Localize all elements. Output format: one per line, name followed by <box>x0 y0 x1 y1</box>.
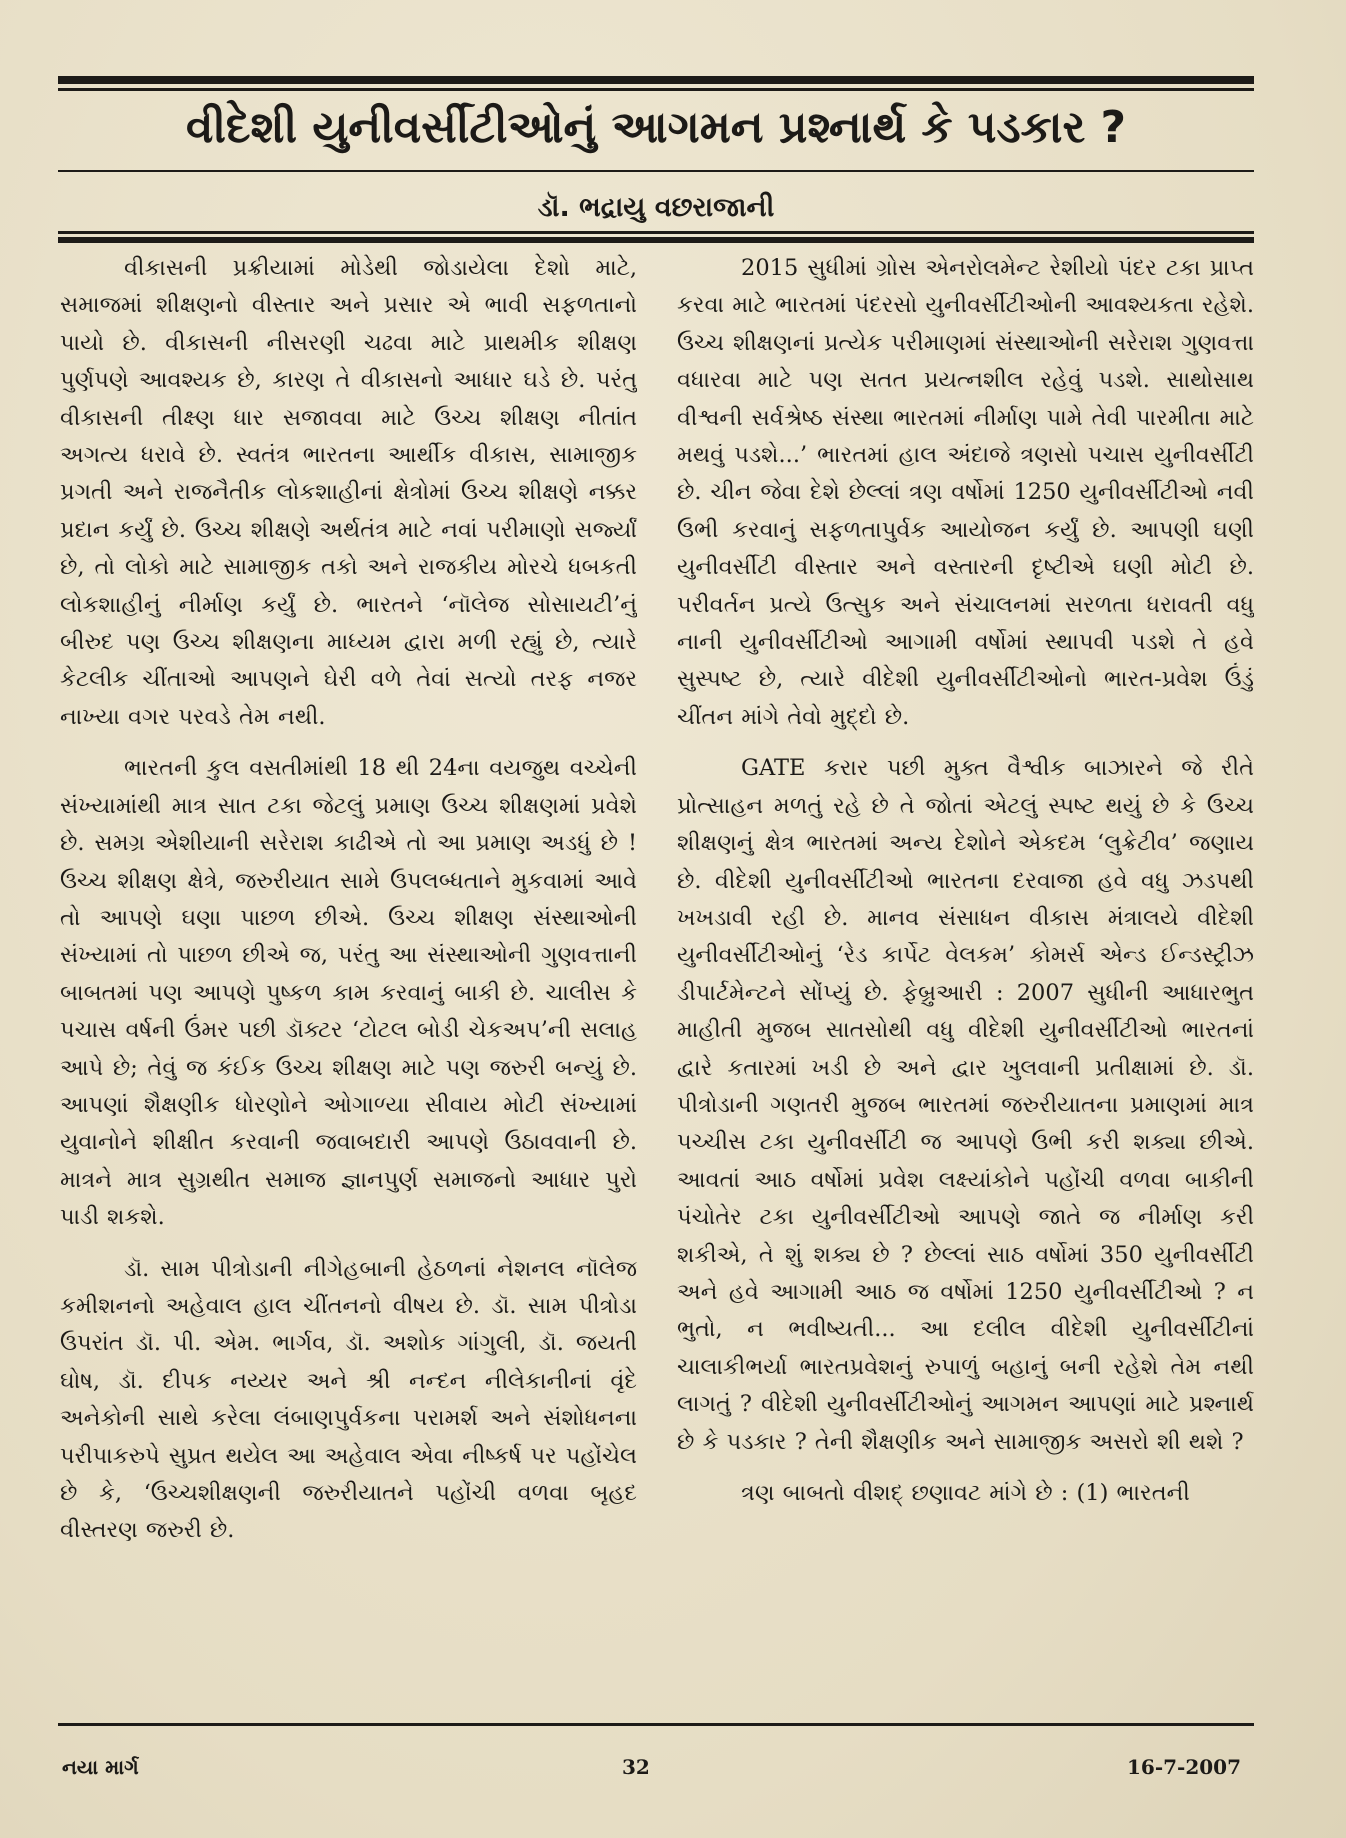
publication-name: નયા માર્ગ <box>62 1755 139 1779</box>
top-rule-thin <box>58 88 1254 91</box>
paragraph: GATE કરાર પછી મુક્ત વૈશ્વીક બાઝારને જે રીતે પ્રોત્સાહન મળતું રહે છે તે જોતાં એટલું સ્પષ્ટ થયું છે કે ઉચ્ચ શીક્ષણનું ક્ષેત્ર ભારતમાં અન્ય દેશોને એકદમ ‘લુક્રેટીવ’ જણાય છે. વીદેશી યુનીવર્સીટીઓ ભારતના દરવાજા હવે વધુ ઝડપથી ખખડાવી રહી છે. માનવ સંસાધન વીકાસ મંત્રાલયે વીદેશી યુનીવર્સીટીઓનું ‘રેડ કાર્પેટ વેલકમ’ કોમર્સ એન્ડ ઈન્ડસ્ટ્રીઝ ડીપાર્ટમેન્ટને સોંપ્યું છે. ફેબ્રુઆરી : 2007 સુધીની આધારભુત માહીતી મુજબ સાતસોથી વધુ વીદેશી યુનીવર્સીટીઓ ભારતનાં દ્વારે કતારમાં ખડી છે અને દ્વાર ખુલવાની પ્રતીક્ષામાં છે. ડૉ. પીત્રોડાની ગણતરી મુજબ ભારતમાં જરુરીયાતના પ્રમાણમાં માત્ર પચ્ચીસ ટકા યુનીવર્સીટી જ આપણે ઉભી કરી શક્યા છીએ. આવતાં આઠ વર્ષોમાં પ્રવેશ લક્ષ્યાંકોને પહોંચી વળવા બાકીની પંચોતેર ટકા યુનીવર્સીટીઓ આપણે જાતે જ નીર્માણ કરી શકીએ, તે શું શક્ય છે ? છેલ્લાં સાઠ વર્ષોમાં 350 યુનીવર્સીટી અને હવે આગામી આઠ જ વર્ષોમાં 1250 યુનીવર્સીટીઓ ? ન ભુતો, ન ભવીષ્યતી... આ દલીલ વીદેશી યુનીવર્સીટીનાં ચાલાકીભર્યા ભારતપ્રવેશનું રુપાળું બહાનું બની રહેશે તેમ નથી લાગતું ? વીદેશી યુનીવર્સીટીઓનું આગમન આપણાં માટે પ્રશ્નાર્થ છે કે પડકાર ? તેની શૈક્ષણીક અને સામાજીક અસરો શી થશે ? <box>677 755 1254 1455</box>
article-author: ડૉ. ભદ્રાયુ વછરાજાની <box>537 192 775 223</box>
title-rule <box>58 170 1254 172</box>
page-number: 32 <box>622 1755 650 1779</box>
author-rule-thick <box>58 237 1254 243</box>
paragraph: 2015 સુધીમાં ગ્રોસ એનરોલમેન્ટ રેશીયો પંદર ટકા પ્રાપ્ત કરવા માટે ભારતમાં પંદરસો યુનીવર્સીટીઓની આવશ્યકતા રહેશે. ઉચ્ચ શીક્ષણનાં પ્રત્યેક પરીમાણમાં સંસ્થાઓની સરેરાશ ગુણવત્તા વધારવા માટે પણ સતત પ્રયત્નશીલ રહેવું પડશે. સાથોસાથ વીશ્વની સર્વશ્રેષ્ઠ સંસ્થા ભારતમાં નીર્માણ પામે તેવી પારમીતા માટે મથવું પડશે...’ ભારતમાં હાલ અંદાજે ત્રણસો પચાસ યુનીવર્સીટી છે. ચીન જેવા દેશે છેલ્લાં ત્રણ વર્ષોમાં 1250 યુનીવર્સીટીઓ નવી ઉભી કરવાનું સફળતાપુર્વક આયોજન કર્યું છે. આપણી ઘણી યુનીવર્સીટી વીસ્તાર અને વસ્તારની દૃષ્ટીએ ઘણી મોટી છે. પરીવર્તન પ્રત્યે ઉત્સુક અને સંચાલનમાં સરળતા ધરાવતી વધુ નાની યુનીવર્સીટીઓ આગામી વર્ષોમાં સ્થાપવી પડશે તે હવે સુસ્પષ્ટ છે, ત્યારે વીદેશી યુનીવર્સીટીઓનો ભારત-પ્રવેશ ઉંડું ચીંતન માંગે તેવો મુદ્દો છે. <box>677 255 1254 730</box>
paragraph: ડૉ. સામ પીત્રોડાની નીગેહબાની હેઠળનાં નેશનલ નૉલેજ કમીશનનો અહેવાલ હાલ ચીંતનનો વીષય છે. ડૉ. સામ પીત્રોડા ઉપરાંત ડૉ. પી. એમ. ભાર્ગવ, ડૉ. અશોક ગાંગુલી, ડૉ. જયતી ઘોષ, ડૉ. દીપક નય્યર અને શ્રી નન્દન નીલેકાનીનાં વૃંદે અનેકોની સાથે કરેલા લંબાણપુર્વકના પરામર્શ અને સંશોધનના પરીપાકરુપે સુપ્રત થયેલ આ અહેવાલ એવા નીષ્કર્ષ પર પહોંચેલ છે કે, ‘ઉચ્ચશીક્ષણની જરુરીયાતને પહોંચી વળવા બૃહદ વીસ્તરણ જરુરી છે. <box>60 1255 637 1544</box>
top-rule-thick <box>58 76 1254 84</box>
article-title: વીદેશી યુનીવર્સીટીઓનું આગમન પ્રશ્નાર્થ કે પડકાર ? <box>185 102 1127 153</box>
author-rule-thin <box>58 231 1254 234</box>
left-column <box>60 250 637 1705</box>
right-column <box>677 250 1254 1705</box>
issue-date: 16-7-2007 <box>1127 1755 1242 1779</box>
footer-rule <box>58 1723 1254 1726</box>
paragraph: વીકાસની પ્રક્રીયામાં મોડેથી જોડાયેલા દેશો માટે, સમાજમાં શીક્ષણનો વીસ્તાર અને પ્રસાર એ ભાવી સફળતાનો પાયો છે. વીકાસની નીસરણી ચઢવા માટે પ્રાથમીક શીક્ષણ પુર્ણપણે આવશ્યક છે, કારણ તે વીકાસનો આધાર ઘડે છે. પરંતુ વીકાસની તીક્ષ્ણ ધાર સજાવવા માટે ઉચ્ચ શીક્ષણ નીતાંત અગત્ય ધરાવે છે. સ્વતંત્ર ભારતના આર્થીક વીકાસ, સામાજીક પ્રગતી અને રાજનૈતીક લોકશાહીનાં ક્ષેત્રોમાં ઉચ્ચ શીક્ષણે નક્કર પ્રદાન કર્યું છે. ઉચ્ચ શીક્ષણે અર્થતંત્ર માટે નવાં પરીમાણો સર્જ્યાં છે, તો લોકો માટે સામાજીક તકો અને રાજકીય મોરચે ધબકતી લોકશાહીનું નીર્માણ કર્યું છે. ભારતને ‘નૉલેજ સોસાયટી’નું બીરુદ પણ ઉચ્ચ શીક્ષણના માધ્યમ દ્વારા મળી રહ્યું છે, ત્યારે કેટલીક ચીંતાઓ આપણને ઘેરી વળે તેવાં સત્યો તરફ નજર નાખ્યા વગર પરવડે તેમ નથી. <box>60 255 637 730</box>
paragraph: ત્રણ બાબતો વીશદ્ છણાવટ માંગે છે : (1) ભારતની <box>741 1480 1190 1506</box>
paragraph: ભારતની કુલ વસતીમાંથી 18 થી 24ના વયજુથ વચ્ચેની સંખ્યામાંથી માત્ર સાત ટકા જેટલું પ્રમાણ ઉચ્ચ શીક્ષણમાં પ્રવેશે છે. સમગ્ર એશીયાની સરેરાશ કાઢીએ તો આ પ્રમાણ અડધું છે ! ઉચ્ચ શીક્ષણ ક્ષેત્રે, જરુરીયાત સામે ઉપલબ્ધતાને મુકવામાં આવે તો આપણે ઘણા પાછળ છીએ. ઉચ્ચ શીક્ષણ સંસ્થાઓની સંખ્યામાં તો પાછળ છીએ જ, પરંતુ આ સંસ્થાઓની ગુણવત્તાની બાબતમાં પણ આપણે પુષ્કળ કામ કરવાનું બાકી છે. ચાલીસ કે પચાસ વર્ષની ઉંમર પછી ડૉક્ટર ‘ટોટલ બોડી ચેકઅપ’ની સલાહ આપે છે; તેવું જ કંઈક ઉચ્ચ શીક્ષણ માટે પણ જરુરી બન્યું છે. આપણાં શૈક્ષણીક ધોરણોને ઓગાળ્યા સીવાય મોટી સંખ્યામાં યુવાનોને શીક્ષીત કરવાની જવાબદારી આપણે ઉઠાવવાની છે. માત્રને માત્ર સુગ્રથીત સમાજ જ્ઞાનપુર્ણ સમાજનો આધાર પુરો પાડી શકશે. <box>60 755 637 1231</box>
